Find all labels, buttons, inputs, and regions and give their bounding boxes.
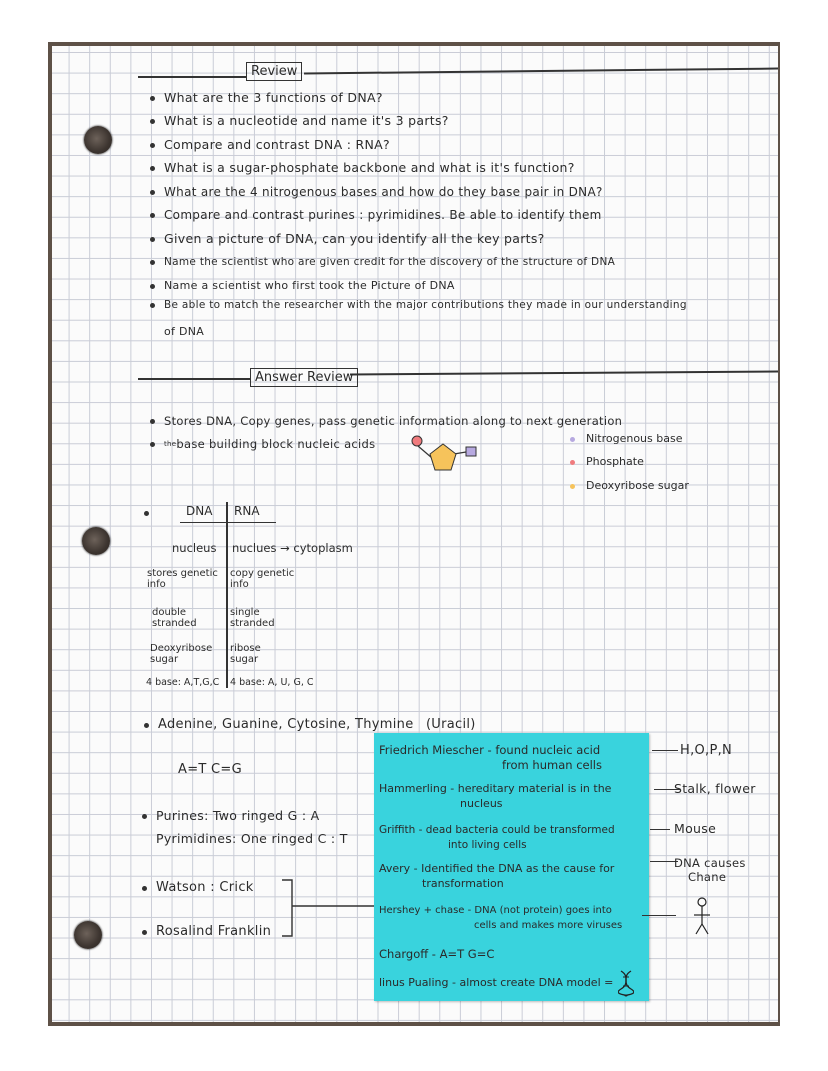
sticky-entry-line: from human cells <box>502 758 602 772</box>
review-question: Name a scientist who first took the Picture of DNA <box>164 279 455 292</box>
sticky-entry-line: linus Pualing - almost create DNA model = <box>379 976 614 989</box>
sticky-entry-line: Chargoff - A=T G=C <box>379 947 495 961</box>
base-rectangle <box>466 447 476 456</box>
legend-label-base: Nitrogenous base <box>586 432 683 445</box>
table-cell-rna: copy genetic info <box>230 568 295 590</box>
sticky-entry-line: Hammerling - hereditary material is in the <box>379 782 612 795</box>
answer-rule-right <box>350 370 780 375</box>
sticky-entry-line: Griffith - dead bacteria could be transformed <box>379 824 615 836</box>
answer-bases <box>158 717 476 733</box>
sticky-entry-line: transformation <box>422 877 504 890</box>
review-question-continued: of DNA <box>164 325 205 338</box>
table-cell-dna: nucleus <box>172 541 217 555</box>
answer-franklin: Rosalind Franklin <box>156 924 272 939</box>
binder-hole-top <box>84 126 112 154</box>
scientist-bracket <box>278 876 378 946</box>
note-connector <box>652 750 678 751</box>
sticky-entry-line: Avery - Identified the DNA as the cause for <box>379 862 615 875</box>
table-cell-dna: stores genetic info <box>147 568 218 590</box>
answer-pyrimidines: Pyrimidines: One ringed C : T <box>156 831 348 846</box>
binder-hole-middle <box>82 527 110 555</box>
answer-nucleotide <box>164 436 375 452</box>
nucleotide-drawing <box>408 430 478 480</box>
sticky-entry-line: cells and makes more viruses <box>474 920 623 931</box>
table-header-rule <box>180 522 276 523</box>
sticky-entry-line: Friedrich Miescher - found nucleic acid <box>379 743 601 757</box>
table-divider <box>226 502 228 688</box>
table-cell-rna: ribose sugar <box>230 643 261 665</box>
sugar-pentagon <box>430 444 456 470</box>
table-cell-rna: nuclues → cytoplasm <box>232 541 353 555</box>
review-heading: Review <box>246 62 302 81</box>
note-avery-line1: DNA causes <box>674 856 746 870</box>
binder-hole-bottom <box>74 921 102 949</box>
note-hammerling: Stalk, flower <box>674 781 756 796</box>
table-header-rna: RNA <box>234 504 260 518</box>
table-cell-dna: 4 base: A,T,G,C <box>146 677 220 688</box>
review-question: Compare and contrast DNA : RNA? <box>164 137 390 152</box>
table-header-dna: DNA <box>186 504 213 518</box>
review-question: What are the 4 nitrogenous bases and how do they base pair in DNA? <box>164 185 603 199</box>
sticky-entry-line: Hershey + chase - DNA (not protein) goes into <box>379 905 612 916</box>
sticky-entry-line: into living cells <box>448 839 527 851</box>
legend-dot-base <box>570 437 575 442</box>
dna-helix-icon <box>618 969 634 997</box>
note-miescher: H,O,P,N <box>680 743 733 758</box>
answer-uracil: (Uracil) <box>425 717 476 732</box>
table-cell-dna: double stranded <box>152 607 197 629</box>
answer-rule-left <box>138 378 250 380</box>
legend-label-phosphate: Phosphate <box>586 455 644 468</box>
review-question: What is a sugar-phosphate backbone and what is it's function? <box>164 160 575 175</box>
legend-dot-phosphate <box>570 460 575 465</box>
legend-label-sugar: Deoxyribose sugar <box>586 479 689 492</box>
review-question: What are the 3 functions of DNA? <box>164 90 383 105</box>
legend-dot-sugar <box>570 484 575 489</box>
sticky-note <box>374 733 649 1001</box>
notebook-page <box>48 42 780 1026</box>
review-question: Be able to match the researcher with the major contributions they made in our understanding <box>164 299 687 311</box>
review-question: What is a nucleotide and name it's 3 parts? <box>164 113 449 128</box>
table-bullet <box>144 511 149 516</box>
answer-bases-text: Adenine, Guanine, Cytosine, Thymine <box>158 717 414 732</box>
answer-watson-crick: Watson : Crick <box>156 880 254 895</box>
answer-nucleotide-prefix: the <box>164 440 177 448</box>
review-rule-right <box>304 67 780 74</box>
sticky-entry-line: nucleus <box>460 797 503 810</box>
table-cell-rna: single stranded <box>230 607 275 629</box>
note-avery-line2: Chane <box>688 870 727 884</box>
answer-purines: Purines: Two ringed G : A <box>156 808 320 823</box>
note-connector <box>650 829 670 830</box>
review-question: Name the scientist who are given credit for the discovery of the structure of DNA <box>164 256 616 268</box>
table-cell-dna: Deoxyribose sugar <box>150 643 213 665</box>
note-connector <box>642 915 676 916</box>
review-question: Given a picture of DNA, can you identify all the key parts? <box>164 231 545 246</box>
table-cell-rna: 4 base: A, U, G, C <box>230 677 314 688</box>
stick-figure-icon <box>690 896 714 938</box>
review-rule-left <box>138 76 246 78</box>
phosphate-circle <box>412 436 422 446</box>
answer-pairing: A=T C=G <box>178 762 243 777</box>
note-griffith: Mouse <box>674 821 717 836</box>
answer-nucleotide-text: base building block nucleic acids <box>176 437 376 451</box>
review-question: Compare and contrast purines : pyrimidines. Be able to identify them <box>164 208 602 222</box>
answer-functions: Stores DNA, Copy genes, pass genetic information along to next generation <box>164 414 623 428</box>
answer-review-heading: Answer Review <box>250 368 358 387</box>
